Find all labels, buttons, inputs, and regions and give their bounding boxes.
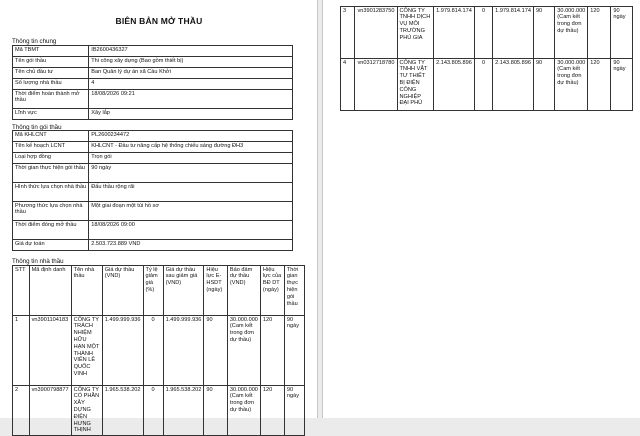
- bidder-price: 1.979.814.174: [434, 7, 475, 59]
- field-value: KHLCNT - Đầu tư nâng cấp hệ thống chiếu sáng đường ĐH3: [89, 142, 293, 153]
- column-header: Bảo đảm dự thầu (VND): [227, 266, 260, 316]
- general-row: [13, 46, 293, 57]
- bidder-stt: 4: [341, 59, 355, 111]
- field-label: Mã KHLCNT: [13, 131, 89, 142]
- general-row: [13, 68, 293, 79]
- field-label: Thời điểm hoàn thành mở thầu: [13, 90, 89, 109]
- bidder-guarantee: 30.000.000 (Cam kết trong đơn dự thầu): [555, 59, 588, 111]
- bidder-stt: 3: [341, 7, 355, 59]
- field-label: Phương thức lựa chọn nhà thầu: [13, 202, 89, 221]
- field-label: Mã TBMT: [13, 46, 89, 57]
- field-label: Số lượng nhà thầu: [13, 79, 89, 90]
- field-value: 2.503.723.889 VND: [89, 240, 293, 251]
- field-label: Tên chủ đầu tư: [13, 68, 89, 79]
- field-label: Hình thức lựa chọn nhà thầu: [13, 183, 89, 202]
- document-title: BIÊN BẢN MỞ THẦU: [115, 16, 203, 26]
- document-page-2: [322, 0, 640, 418]
- package-row: [13, 142, 293, 153]
- bidder-discount: 0: [474, 7, 492, 59]
- field-label: Loại hợp đồng: [13, 153, 89, 164]
- bidder-price: 1.499.999.936: [102, 316, 143, 386]
- bidder-id: vn3901283750: [355, 7, 397, 59]
- field-label: Tên gói thầu: [13, 57, 89, 68]
- package-row: [13, 164, 293, 183]
- bidder-row: [13, 316, 305, 386]
- bidder-id: vn3900798877: [29, 386, 71, 436]
- bidder-final: 1.499.999.936: [163, 316, 204, 386]
- bidder-name: CÔNG TY TNHH DỊCH VỤ MÔI TRƯỜNG PHÚ GIA: [397, 7, 434, 59]
- column-header: Hiệu lực của BĐ DT (ngày): [260, 266, 284, 316]
- bidder-validity: 90: [204, 316, 228, 386]
- bidder-g-validity: 120: [588, 7, 611, 59]
- general-row: [13, 79, 293, 90]
- bidder-stt: 1: [13, 316, 30, 386]
- bidder-id: vn0312718780: [355, 59, 397, 111]
- bidders-table-continued: [340, 6, 633, 111]
- document-page-1: [0, 0, 318, 434]
- section-title-general: Thông tin chung: [12, 38, 57, 45]
- field-value: Một giai đoạn một túi hồ sơ: [89, 202, 293, 221]
- general-row: [13, 109, 293, 120]
- package-row: [13, 131, 293, 142]
- bidder-row: [341, 7, 633, 59]
- field-value: 18/08/2026 09:00: [89, 221, 293, 240]
- bidder-duration: 90 ngày: [284, 386, 304, 436]
- bidder-final: 1.965.538.202: [163, 386, 204, 436]
- field-value: 18/08/2026 09:21: [89, 90, 293, 109]
- column-header: Mã định danh: [29, 266, 71, 316]
- package-info-table: [12, 130, 293, 251]
- section-title-bidders: Thông tin nhà thầu: [12, 258, 64, 265]
- column-header: STT: [13, 266, 30, 316]
- package-row: [13, 240, 293, 251]
- field-value: Ban Quản lý dự án xã Cầu Khởi: [89, 68, 293, 79]
- bidder-guarantee: 30.000.000 (Cam kết trong đơn dự thầu): [227, 316, 260, 386]
- bidder-guarantee: 30.000.000 (Cam kết trong đơn dự thầu): [227, 386, 260, 436]
- bidder-name: CÔNG TY TNHH VẬT TƯ THIẾT BỊ ĐIỆN CÔNG NGHIỆP ĐẠI PHÚ: [397, 59, 434, 111]
- bidder-price: 2.143.805.896: [434, 59, 475, 111]
- column-header: Giá dự thầu sau giảm giá (VND): [163, 266, 204, 316]
- bidder-stt: 2: [13, 386, 30, 436]
- field-value: Thi công xây dựng (Bao gồm thiết bị): [89, 57, 293, 68]
- package-row: [13, 202, 293, 221]
- bidder-g-validity: 120: [588, 59, 611, 111]
- column-header: Thời gian thực hiện gói thầu: [284, 266, 304, 316]
- column-header: Tên nhà thầu: [71, 266, 102, 316]
- field-value: PL2600234472: [89, 131, 293, 142]
- general-row: [13, 90, 293, 109]
- column-header: Tỷ lệ giảm giá (%): [143, 266, 163, 316]
- bidder-validity: 90: [533, 7, 554, 59]
- bidder-g-validity: 120: [260, 316, 284, 386]
- field-value: Đấu thầu rộng rãi: [89, 183, 293, 202]
- column-header: Hiệu lực E-HSDT (ngày): [204, 266, 228, 316]
- bidder-guarantee: 30.000.000 (Cam kết trong đơn dự thầu): [555, 7, 588, 59]
- bidder-row: [13, 386, 305, 436]
- field-value: Xây lắp: [89, 109, 293, 120]
- field-label: Tên kế hoạch LCNT: [13, 142, 89, 153]
- bidder-validity: 90: [533, 59, 554, 111]
- package-row: [13, 183, 293, 202]
- general-row: [13, 57, 293, 68]
- bidders-table: [12, 265, 305, 436]
- field-label: Giá dự toán: [13, 240, 89, 251]
- field-value: 4: [89, 79, 293, 90]
- bidder-duration: 90 ngày: [284, 316, 304, 386]
- bidder-discount: 0: [143, 316, 163, 386]
- bidder-row: [341, 59, 633, 111]
- bidder-id: vn3901104183: [29, 316, 71, 386]
- column-header: Giá dự thầu (VND): [102, 266, 143, 316]
- field-value: Trọn gói: [89, 153, 293, 164]
- bidder-duration: 90 ngày: [611, 59, 633, 111]
- field-value: IB2600436327: [89, 46, 293, 57]
- bidder-g-validity: 120: [260, 386, 284, 436]
- package-row: [13, 221, 293, 240]
- bidder-final: 1.979.814.174: [493, 7, 534, 59]
- general-info-table: [12, 45, 293, 120]
- bidder-name: CÔNG TY TRÁCH NHIỆM HỮU HẠN MỘT THÀNH VIÊN LÊ QUỐC VINH: [71, 316, 102, 386]
- field-label: Lĩnh vực: [13, 109, 89, 120]
- bidder-price: 1.965.538.202: [102, 386, 143, 436]
- bidder-final: 2.143.805.896: [493, 59, 534, 111]
- package-row: [13, 153, 293, 164]
- bidder-discount: 0: [143, 386, 163, 436]
- bidder-validity: 90: [204, 386, 228, 436]
- bidder-name: CÔNG TY CỔ PHẦN XÂY DỰNG ĐIỆN HƯNG THỊNH: [71, 386, 102, 436]
- section-title-package: Thông tin gói thầu: [12, 124, 62, 131]
- field-label: Thời điểm đóng mở thầu: [13, 221, 89, 240]
- bidder-discount: 0: [474, 59, 492, 111]
- field-value: 90 ngày: [89, 164, 293, 183]
- bidder-duration: 90 ngày: [611, 7, 633, 59]
- field-label: Thời gian thực hiện gói thầu: [13, 164, 89, 183]
